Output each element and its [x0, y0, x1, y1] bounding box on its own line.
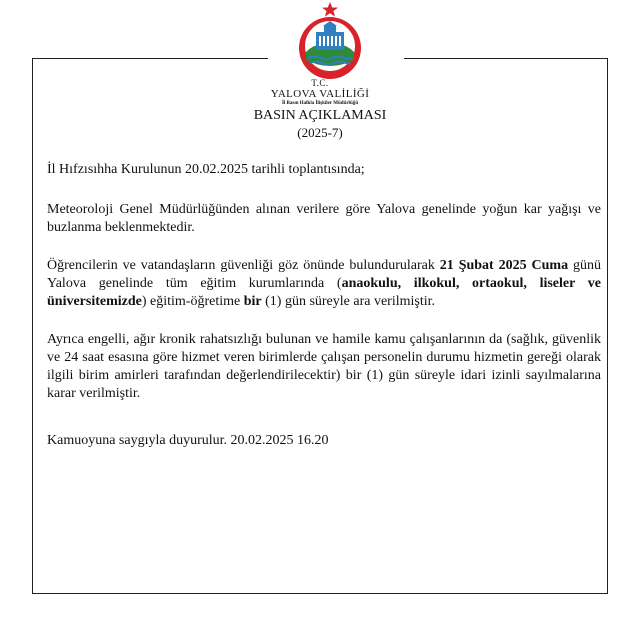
paragraph-1: [47, 161, 601, 179]
yalova-governorship-emblem-icon: [290, 0, 370, 82]
p3-part-c: günü Yalova genelinde tüm eğitim kurumlarında (: [47, 258, 601, 291]
p3-duration: bir: [243, 294, 262, 309]
paragraph-5: [47, 432, 601, 450]
p3-institutions: anaokulu, ilkokul, ortaokul, liseler ve üniversitemizde: [47, 276, 601, 309]
p3-part-e: ) eğitim-öğretime: [141, 294, 244, 309]
header-tc: T.C.: [311, 78, 329, 88]
p3-part-a: Öğrencilerin ve vatandaşların güvenliği göz önünde bulundurularak: [47, 258, 440, 273]
paragraph-2: [47, 201, 601, 237]
paragraph-4-text: Ayrıca engelli, ağır kronik rahatsızlığı bulunan ve hamile kamu çalışanlarının da (sağlık, güvenlik ve 24 saat esasına göre hizmet veren birimlerde çalışan personelin durumu hizmetin gereği olarak ilgili birim amirleri tarafından değerlendirilecektir) bir (1) gün süreyle idari izinli sayılmalarına karar verilmiştir.: [47, 332, 601, 401]
document-number: (2025-7): [297, 125, 343, 140]
p3-part-g: (1) gün süreyle ara verilmiştir.: [261, 294, 436, 309]
paragraph-1-text: İl Hıfzısıhha Kurulunun 20.02.2025 tarihli toplantısında;: [47, 162, 365, 177]
paragraph-2-text: Meteoroloji Genel Müdürlüğünden alınan verilere göre Yalova genelinde yoğun kar yağışı ve buzlanma beklenmektedir.: [47, 202, 601, 235]
header-unit: İl Basın Halkla İlişkiler Müdürlüğü: [281, 101, 359, 106]
paragraph-3-text: [47, 257, 601, 311]
paragraph-3: [47, 257, 601, 311]
paragraph-5-text: Kamuoyuna saygıyla duyurulur. 20.02.2025 16.20: [47, 433, 329, 448]
header-organization: YALOVA VALİLİĞİ: [270, 88, 370, 100]
p3-date: 21 Şubat 2025 Cuma: [439, 258, 569, 273]
paragraph-4: [47, 331, 601, 403]
document-title: BASIN AÇIKLAMASI: [253, 108, 387, 123]
